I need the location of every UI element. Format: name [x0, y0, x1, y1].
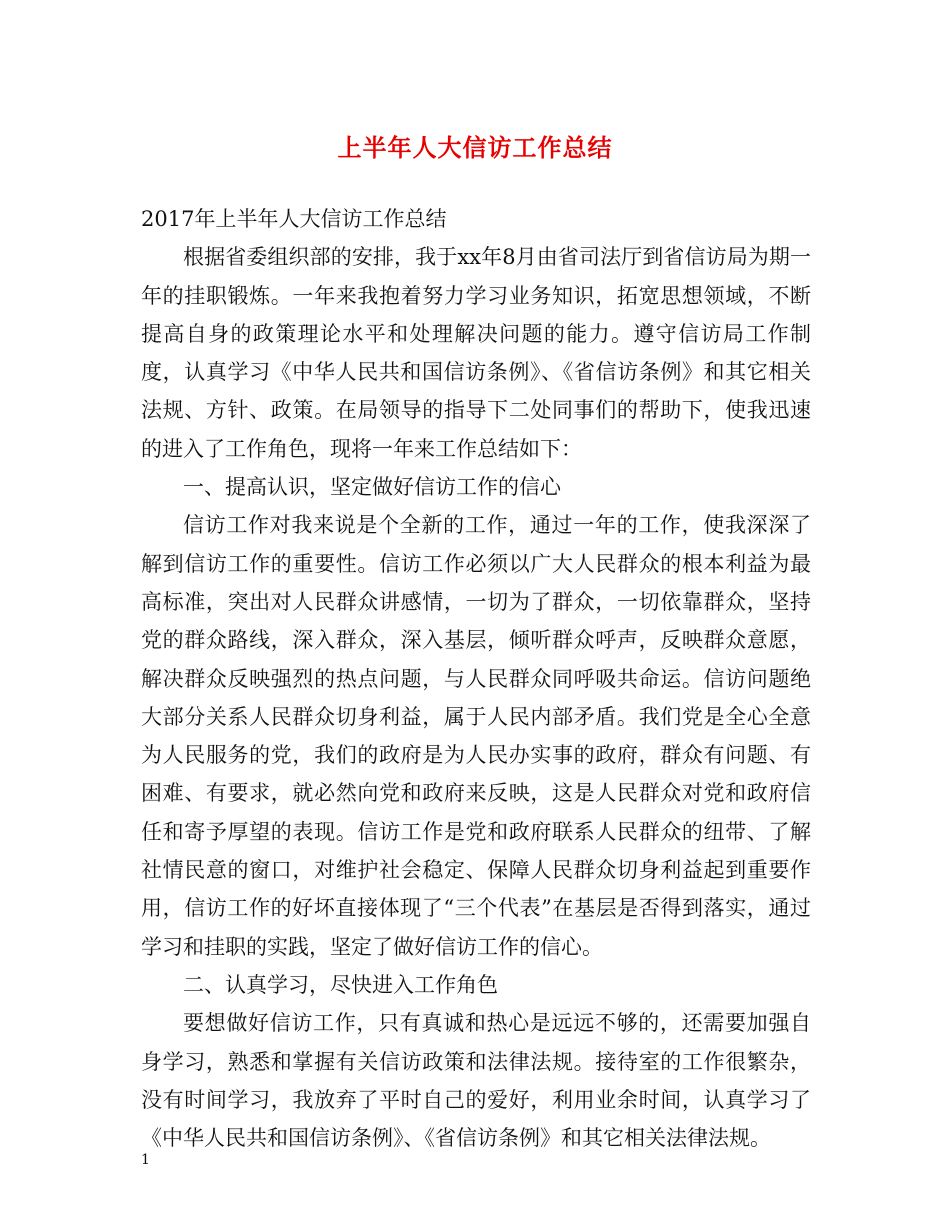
paragraph-section-2: 要想做好信访工作，只有真诚和热心是远远不够的，还需要加强自身学习，熟悉和掌握有关信访政策和法律法规。接待室的工作很繁杂，没有时间学习，我放弃了平时自己的爱好，利用业余时间，认真学习了《中华人民共和国信访条例》、《省信访条例》和其它相关法律法规。 [141, 1011, 811, 1151]
paragraph-section-1: 信访工作对我来说是个全新的工作，通过一年的工作，使我深深了解到信访工作的重要性。信访工作必须以广大人民群众的根本利益为最高标准，突出对人民群众讲感情，一切为了群众，一切依靠群众，坚持党的群众路线，深入群众，深入基层，倾听群众呼声，反映群众意愿，解决群众反映强烈的热点问题，与人民群众同呼吸共命运。信访问题绝大部分关系人民群众切身利益，属于人民内部矛盾。我们党是全心全意为人民服务的党，我们的政府是为人民办实事的政府，群众有问题、有困难、有要求，就必然向党和政府来反映，这是人民群众对党和政府信任和寄予厚望的表现。信访工作是党和政府联系人民群众的纽带、了解社情民意的窗口，对维护社会稳定、保障人民群众切身利益起到重要作用，信访工作的好坏直接体现了“三个代表”在基层是否得到落实，通过学习和挂职的实践，坚定了做好信访工作的信心。 [141, 513, 811, 959]
section-heading-2: 二、认真学习，尽快进入工作角色 [183, 972, 498, 997]
document-subtitle: 2017年上半年人大信访工作总结 [141, 207, 447, 231]
section-heading-1: 一、提高认识，坚定做好信访工作的信心 [183, 475, 561, 500]
page-number: 1 [141, 1152, 150, 1168]
document-title: 上半年人大信访工作总结 [337, 134, 613, 162]
paragraph-intro: 根据省委组织部的安排，我于xx年8月由省司法厅到省信访局为期一年的挂职锻炼。一年来我抱着努力学习业务知识，拓宽思想领域，不断提高自身的政策理论水平和处理解决问题的能力。遵守信访局工作制度，认真学习《中华人民共和国信访条例》、《省信访条例》和其它相关法规、方针、政策。在局领导的指导下二处同事们的帮助下，使我迅速的进入了工作角色，现将一年来工作总结如下： [141, 245, 811, 461]
document-body [141, 200, 811, 1157]
